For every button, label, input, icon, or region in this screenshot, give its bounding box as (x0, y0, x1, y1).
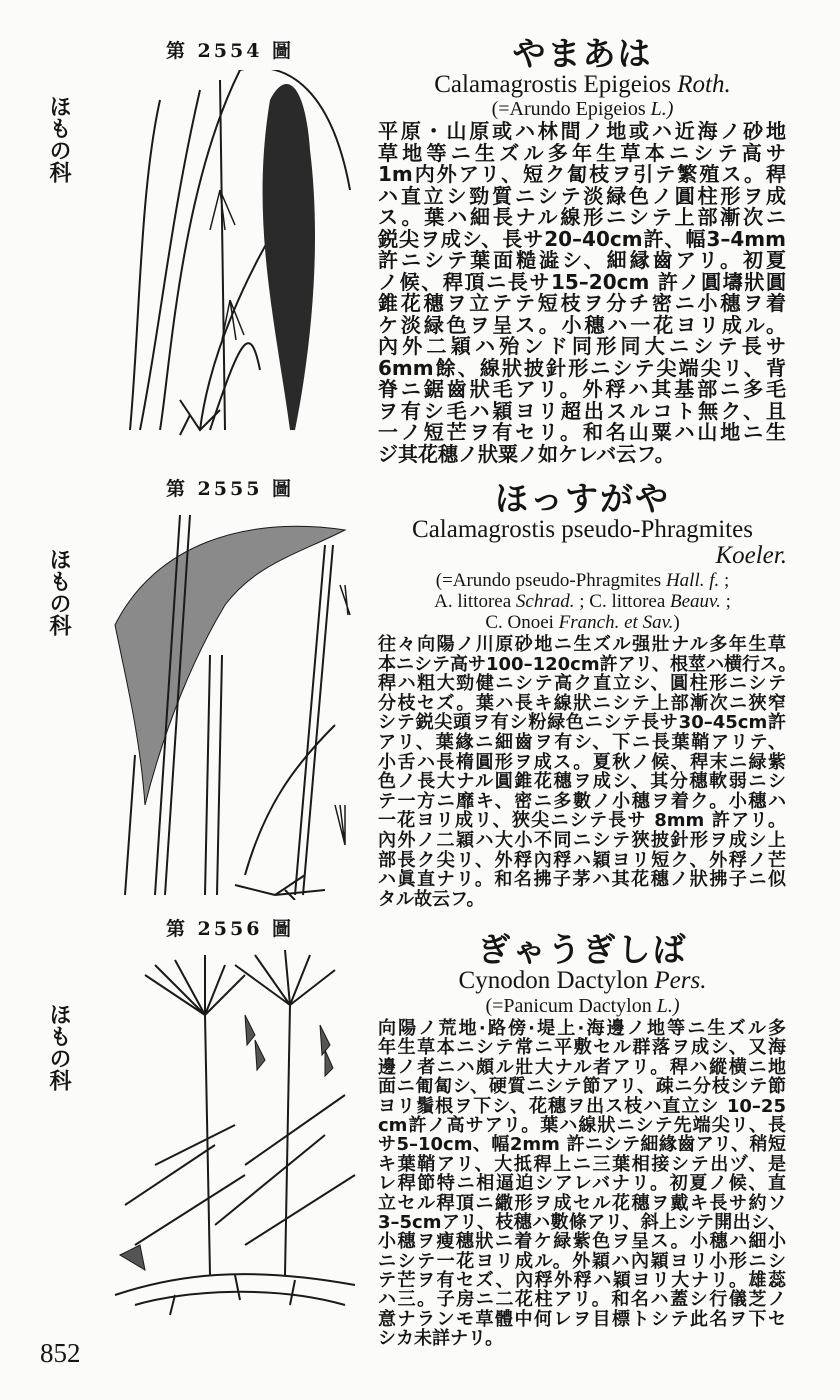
synonym-name: (=Arundo pseudo-Phragmites (435, 570, 662, 591)
figure-label: 第 2555 圖 (165, 478, 295, 500)
synonym-name: (=Panicum Dactylon (485, 995, 652, 1017)
description-line: 本ニシテ高サ100–120cm許アリ、根莖ハ横行ス。 (378, 653, 797, 675)
scientific-name (375, 72, 790, 98)
synonym (375, 570, 790, 591)
synonym-name: A. littorea (434, 591, 512, 612)
family-label: ほもの科 (46, 548, 72, 636)
scientific-name: Calamagrostis pseudo-Phragmites (412, 516, 753, 543)
japanese-name: やまあは (512, 34, 653, 73)
description-line: 向陽ノ荒地·路傍·堤上·海邊ノ地等ニ生ズル多 (378, 1018, 786, 1039)
description-line: 年生草本ニシテ常ニ平敷セル群落ヲ成シ、又海 (378, 1037, 786, 1059)
synonym (375, 591, 790, 612)
description-line: 內外二穎ハ殆ンド同形同大ニシテ長サ (378, 334, 786, 358)
description-line: サ5–10cm、幅2mm 許ニシテ細緣齒アリ、稍短 (378, 1134, 786, 1156)
separator: ; (579, 591, 585, 612)
author-text: Koeler. (715, 542, 787, 569)
spikelet-detail (210, 190, 244, 340)
description-line: 小穗ヲ瘦穗狀ニ着ケ緑紫色ヲ呈ス。小穗ハ細小 (378, 1231, 786, 1253)
description-line: ハ眞直ナリ。和名拂子茅ハ其花穗ノ狀拂子ニ似 (378, 869, 786, 891)
description-line: 邊ノ者ニハ頗ル壯大ナル者アリ。稈ハ縱横ニ地 (378, 1056, 786, 1078)
description-line: 意ナランモ草體中何レヲ目標トシテ此名ヲ下セ (378, 1308, 786, 1330)
description-line: ノ候、稈頂ニ長サ15–20cm 許ノ圓壔狀圓 (378, 269, 786, 294)
description-line: 許ニシテ葉面糙澁シ、細縁齒アリ。初夏 (378, 248, 786, 272)
scientific-name (375, 968, 790, 994)
separator: ; (724, 570, 730, 591)
japanese-name: ぎゃうぎしば (477, 930, 688, 969)
author: Roth. (677, 71, 731, 98)
description-line: ヨリ鬚根ヲ下シ、花穗ヲ出ス枝ハ直立シ 10–25 (378, 1095, 786, 1117)
family-label: ほもの科 (46, 95, 72, 183)
description-line: 立セル稈頂ニ繖形ヲ成セル花穗ヲ戴キ長サ約ソ (378, 1192, 786, 1214)
description-line: 面ニ匍匐シ、硬質ニシテ節アリ、疎ニ分枝シテ節 (378, 1076, 786, 1098)
species-name: Cynodon Dactylon (458, 967, 649, 994)
description-line: 錐花穗ヲ立テテ短枝ヲ分チ密ニ小穗ヲ着 (378, 291, 786, 315)
description-line: 內外ノ二穎ハ大小不同ニシテ狹披針形ヲ成シ上 (378, 829, 786, 851)
illustration-calamagrostis-epigeios (100, 70, 370, 440)
synonym (375, 612, 790, 633)
description-line: 部長ク尖リ、外稃內稃ハ穎ヨリ短ク、外稃ノ芒 (378, 849, 786, 871)
description-line: 1m内外アリ、短ク匐枝ヲ引テ繁殖ス。稈 (378, 162, 786, 186)
synonym (375, 98, 790, 120)
description-line: シテ鋭尖頭ヲ有シ粉緑色ニシテ長サ30–45cm許 (378, 712, 786, 734)
japanese-name: ほっすがや (495, 479, 670, 518)
panicle-drawing (263, 84, 315, 430)
separator: ; (725, 591, 731, 612)
synonym-author: Franch. et Sav. (558, 612, 674, 633)
separator: ) (673, 612, 680, 633)
synonym-author: Hall. f. (665, 570, 720, 591)
description-line: 6mm餘、線狀披針形ニシテ尖端尖リ、背 (378, 355, 786, 380)
description-line: 草地等ニ生ズル多年生草本ニシテ高サ (378, 140, 786, 165)
description-line: ジ其花穗ノ狀粟ノ如ケレバ云フ。 (378, 441, 675, 466)
description-line: 平原・山原或ハ林間ノ地或ハ近海ノ砂地 (378, 119, 786, 143)
description-line: 稈ハ粗大勁健ニシテ高ク直立シ、圓柱形ニシテ (378, 673, 786, 695)
description-line: 一花ヨリ成リ、狹尖ニシテ長サ 8mm 許アリ。 (378, 810, 786, 832)
description-line: タル故云フ。 (378, 888, 485, 910)
description-line: ス。葉ハ細長ナル線形ニシテ上部漸次ニ (378, 205, 786, 229)
description-line: 色ノ長大ナル圓錐花穗ヲ成シ、其分穗軟弱ニシ (378, 771, 786, 793)
description-line: レ稈節特ニ相逼迫シアレバナリ。初夏ノ候、直 (378, 1173, 786, 1195)
spikelet-detail (120, 1015, 333, 1270)
description (378, 121, 786, 465)
description-line: ハ三。子房ニ二花柱アリ。和名ハ蓋シ行儀芝ノ (378, 1289, 786, 1311)
description-line: アリ、葉緣ニ細齒ヲ有シ、下ニ長葉鞘アリテ、 (378, 731, 786, 753)
author (375, 543, 787, 569)
synonym-author: Beauv. (670, 591, 721, 612)
description-line: 脊ニ鋸齒狀毛アリ。外稃ハ其基部ニ多毛 (378, 377, 786, 401)
synonym-name: C. Onoei (485, 612, 554, 633)
author: Pers. (654, 967, 707, 994)
description-line: 3–5cmアリ、枝穗ハ數條アリ、斜上シテ開出シ、 (378, 1211, 786, 1233)
page-number: 852 (40, 1338, 81, 1368)
description-line: 一ノ短芒ヲ有セリ。和名山粟ハ山地ニ生 (378, 420, 786, 444)
plant-drawing (115, 950, 355, 1315)
description-line: 鋭尖ヲ成シ、長サ20–40cm許、幅3–4mm (378, 226, 786, 251)
figure-label: 第 2554 圖 (165, 40, 295, 62)
description (378, 634, 797, 910)
description (378, 1019, 786, 1349)
description-line: テ芒ヲ有セズ、內稃外稃ハ穎ヨリ大ナリ。雄蕊 (378, 1270, 786, 1292)
synonym-name: (=Arundo Epigeios (491, 98, 646, 120)
description-line: 小舌ハ長楕圓形ヲ成ス。夏秋ノ候、稈末ニ緑紫 (378, 751, 786, 773)
synonym-author: Schrad. (515, 591, 575, 612)
description-line: cm許ノ高サアリ。葉ハ線狀ニシテ先端尖リ、長 (378, 1114, 786, 1136)
synonym (375, 995, 790, 1017)
plant-drawing (130, 70, 350, 435)
description-line: 分枝セズ。葉ハ長キ線狀ニシテ上部漸次ニ狹窄 (378, 692, 786, 714)
synonym-author: L.) (656, 995, 680, 1017)
figure-label: 第 2556 圖 (165, 918, 295, 940)
illustration-cynodon-dactylon (95, 945, 370, 1325)
illustration-calamagrostis-pseudo-phragmites (95, 505, 365, 900)
panicle-drawing (115, 526, 345, 805)
species-name: Calamagrostis Epigeios (434, 71, 672, 98)
description-line: ハ直立シ勁質ニシテ淡緑色ノ圓柱形ヲ成 (378, 183, 786, 208)
description-line: ニシテ一花ヨリ成ル。外穎ハ內穎ヨリ小形ニシ (378, 1250, 786, 1272)
spikelet-detail (335, 585, 350, 845)
description-line: 往々向陽ノ川原砂地ニ生ズル强壯ナル多年生草 (378, 634, 786, 655)
description-line: ヲ有シ毛ハ穎ヨリ超出スルコト無ク、且 (378, 398, 786, 423)
description-line: ケ淡緑色ヲ呈ス。小穗ハ一花ヨリ成ル。 (378, 312, 786, 337)
synonym-author: L.) (650, 98, 674, 120)
family-label: ほもの科 (46, 1003, 72, 1091)
synonym-name: C. littorea (589, 591, 666, 612)
description-line: キ葉鞘アリ、大抵稈上ニ三葉相接シテ出ヅ、是 (378, 1153, 786, 1175)
description-line: シカ未詳ナリ。 (378, 1328, 504, 1350)
description-line: テ一方ニ靡キ、密ニ多數ノ小穗ヲ着ク。小穗ハ (378, 790, 786, 812)
